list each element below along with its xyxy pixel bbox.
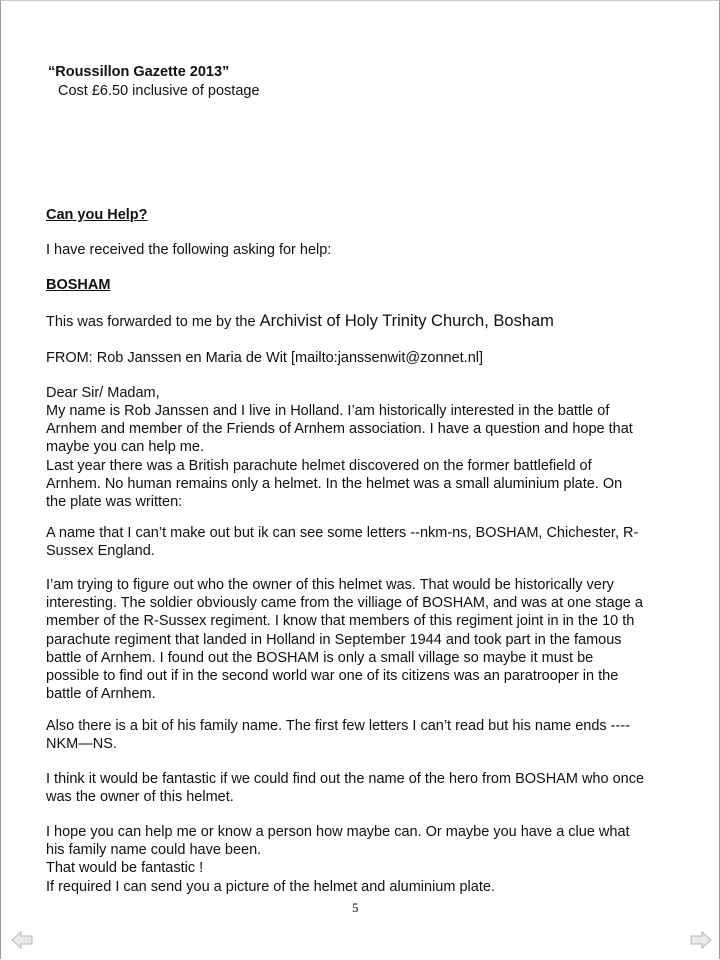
letter-paragraph-4 [46, 717, 676, 753]
letter-line: interesting. The soldier obviously came from the villiage of BOSHAM, and was at one stage a [46, 595, 643, 612]
letter-line: member of the R-Sussex regiment. I know that members of this regiment joint in in the 10 th [46, 613, 635, 630]
letter-paragraph-5 [46, 770, 676, 806]
intro-text: I have received the following asking for help: [46, 242, 332, 258]
help-heading: Can you Help? [46, 207, 148, 223]
letter-line: My name is Rob Janssen and I live in Holland. I’am historically interested in the battle of [46, 403, 610, 419]
letter-line: possible to find out if in the second world war one of its citizens was an paratrooper in the [46, 668, 619, 685]
letter-line: NKM—NS. [46, 736, 117, 753]
from-line: FROM: Rob Janssen en Maria de Wit [mailto:janssenwit@zonnet.nl] [46, 350, 484, 366]
bosham-heading: BOSHAM [46, 277, 111, 293]
arrow-left-icon [11, 931, 33, 949]
letter-line: battle of Arnhem. I found out the BOSHAM is only a small village so maybe it must be [46, 649, 594, 666]
salutation: Dear Sir/ Madam, [46, 385, 160, 401]
letter-line: Arnhem and member of the Friends of Arnhem association. I have a question and hope that [46, 421, 633, 438]
letter-line: Arnhem. No human remains only a helmet. In the helmet was a small aluminium plate. On [46, 475, 623, 492]
letter-line: I think it would be fantastic if we could find out the name of the hero from BOSHAM who once [46, 771, 645, 787]
gazette-cost: Cost £6.50 inclusive of postage [58, 83, 260, 99]
archivist-name: Archivist of Holy Trinity Church, Bosham [259, 312, 554, 330]
letter-line: battle of Arnhem. [46, 686, 156, 703]
previous-page-button[interactable] [11, 931, 33, 949]
letter-line: Also there is a bit of his family name. The first few letters I can’t read but his name ends ---- [46, 718, 631, 734]
letter-line: was the owner of this helmet. [46, 789, 234, 806]
letter-line: I hope you can help me or know a person how maybe can. Or maybe you have a clue what [46, 824, 630, 840]
letter-paragraph-6 [46, 823, 676, 896]
letter-line: Sussex England. [46, 543, 155, 560]
letter-line: Last year there was a British parachute helmet discovered on the former battlefield of [46, 457, 592, 474]
next-page-button[interactable] [690, 931, 712, 949]
letter-line: I’am trying to figure out who the owner of this helmet was. That would be historically very [46, 577, 614, 593]
forwarded-prefix: This was forwarded to me by the [46, 314, 260, 330]
page-number: 5 [352, 900, 359, 915]
letter-paragraph-2 [46, 524, 676, 560]
letter-line: his family name could have been. [46, 842, 262, 859]
letter-paragraph-1 [46, 402, 676, 511]
arrow-right-icon [690, 931, 712, 949]
letter-line: the plate was written: [46, 494, 183, 511]
letter-line: A name that I can’t make out but ik can see some letters --nkm-ns, BOSHAM, Chichester, R- [46, 525, 639, 541]
gazette-title: “Roussillon Gazette 2013” [48, 64, 230, 80]
letter-line: If required I can send you a picture of the helmet and aluminium plate. [46, 878, 495, 895]
letter-line: That would be fantastic ! [46, 860, 204, 877]
forwarded-line [46, 312, 676, 331]
letter-line: parachute regiment that landed in Holland in September 1944 and took part in the famous [46, 631, 622, 648]
letter-line: maybe you can help me. [46, 439, 204, 456]
letter-paragraph-3 [46, 576, 676, 703]
